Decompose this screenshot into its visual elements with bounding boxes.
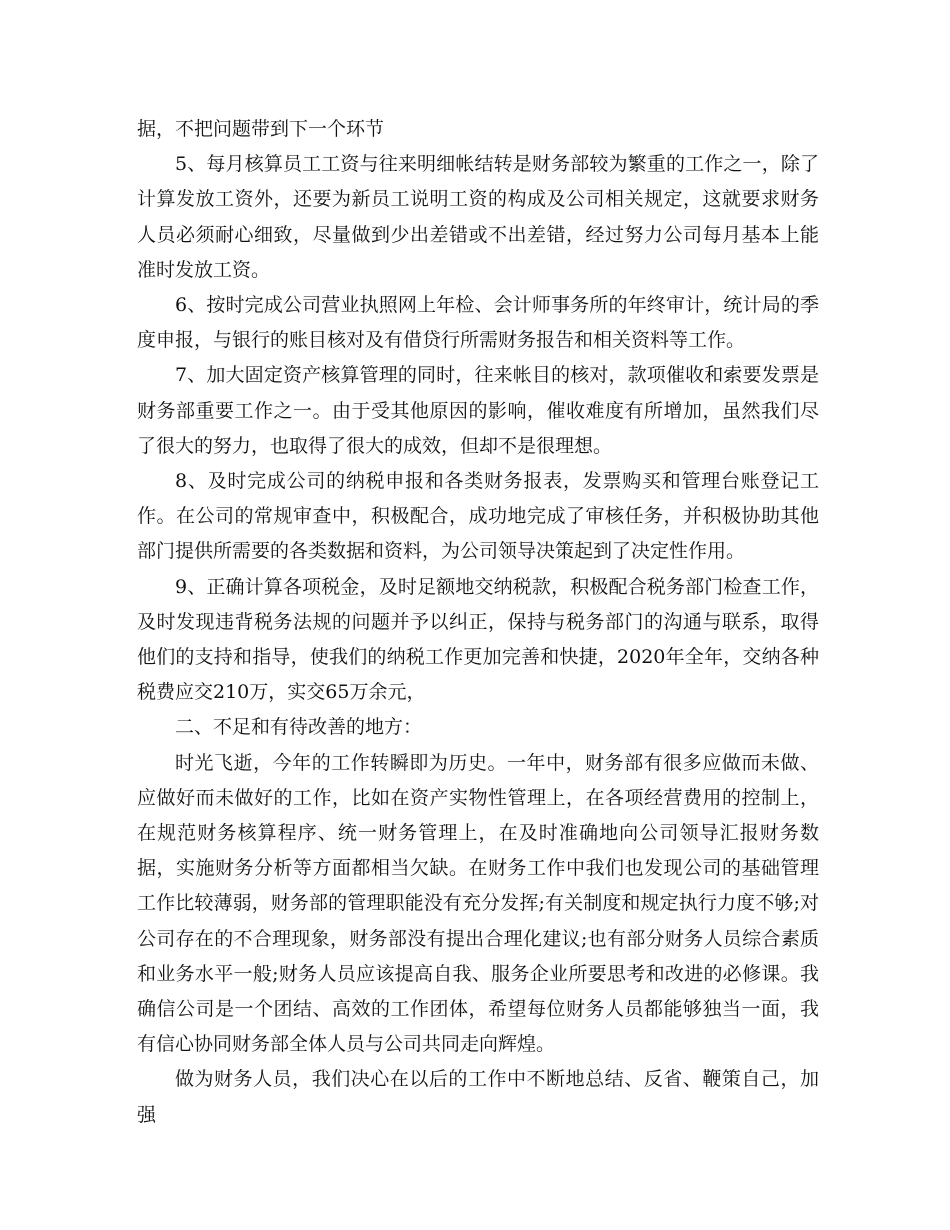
- section-heading-shortcomings: 二、不足和有待改善的地方：: [175, 716, 423, 739]
- paragraph-resolution: 做为财务人员，我们决心在以后的工作中不断地总结、反省、鞭策自己，加强: [137, 1068, 819, 1126]
- paragraph-continuation: 据，不把问题带到下一个环节: [137, 118, 385, 140]
- paragraph-item-8: 8、及时完成公司的纳税申报和各类财务报表，发票购买和管理台账登记工作。在公司的常规审查中，积极配合，成功地完成了审核任务，并积极协助其他部门提供所需要的各类数据和资料，为公司领导决策起到了决定性作用。: [137, 470, 819, 563]
- paragraph-item-5: 5、每月核算员工工资与往来明细帐结转是财务部较为繁重的工作之一，除了计算发放工资外，还要为新员工说明工资的构成及公司相关规定，这就要求财务人员必须耐心细致，尽量做到少出差错或不出差错，经过努力公司每月基本上能准时发放工资。: [137, 153, 819, 281]
- paragraph-item-6: 6、按时完成公司营业执照网上年检、会计师事务所的年终审计，统计局的季度申报，与银行的账目核对及有借贷行所需财务报告和相关资料等工作。: [137, 294, 819, 352]
- document-body: [137, 112, 819, 1133]
- paragraph-item-9: 9、正确计算各项税金，及时足额地交纳税款，积极配合税务部门检查工作，及时发现违背税务法规的问题并予以纠正，保持与税务部门的沟通与联系，取得他们的支持和指导，使我们的纳税工作更加完善和快捷，2020年全年，交纳各种税费应交210万，实交65万余元，: [137, 575, 819, 704]
- paragraph-item-7: 7、加大固定资产核算管理的同时，往来帐目的核对，款项催收和索要发票是财务部重要工作之一。由于受其他原因的影响，催收难度有所增加，虽然我们尽了很大的努力，也取得了很大的成效，但却不是很理想。: [137, 364, 819, 457]
- paragraph-shortcomings: 时光飞逝，今年的工作转瞬即为历史。一年中，财务部有很多应做而未做、应做好而未做好的工作，比如在资产实物性管理上，在各项经营费用的控制上，在规范财务核算程序、统一财务管理上，在及时准确地向公司领导汇报财务数据，实施财务分析等方面都相当欠缺。在财务工作中我们也发现公司的基础管理工作比较薄弱，财务部的管理职能没有充分发挥;有关制度和规定执行力度不够;对公司存在的不合理现象，财务部没有提出合理化建议;也有部分财务人员综合素质和业务水平一般;财务人员应该提高自我、服务企业所要思考和改进的必修课。我确信公司是一个团结、高效的工作团体，希望每位财务人员都能够独当一面，我有信心协同财务部全体人员与公司共同走向辉煌。: [137, 751, 819, 1056]
